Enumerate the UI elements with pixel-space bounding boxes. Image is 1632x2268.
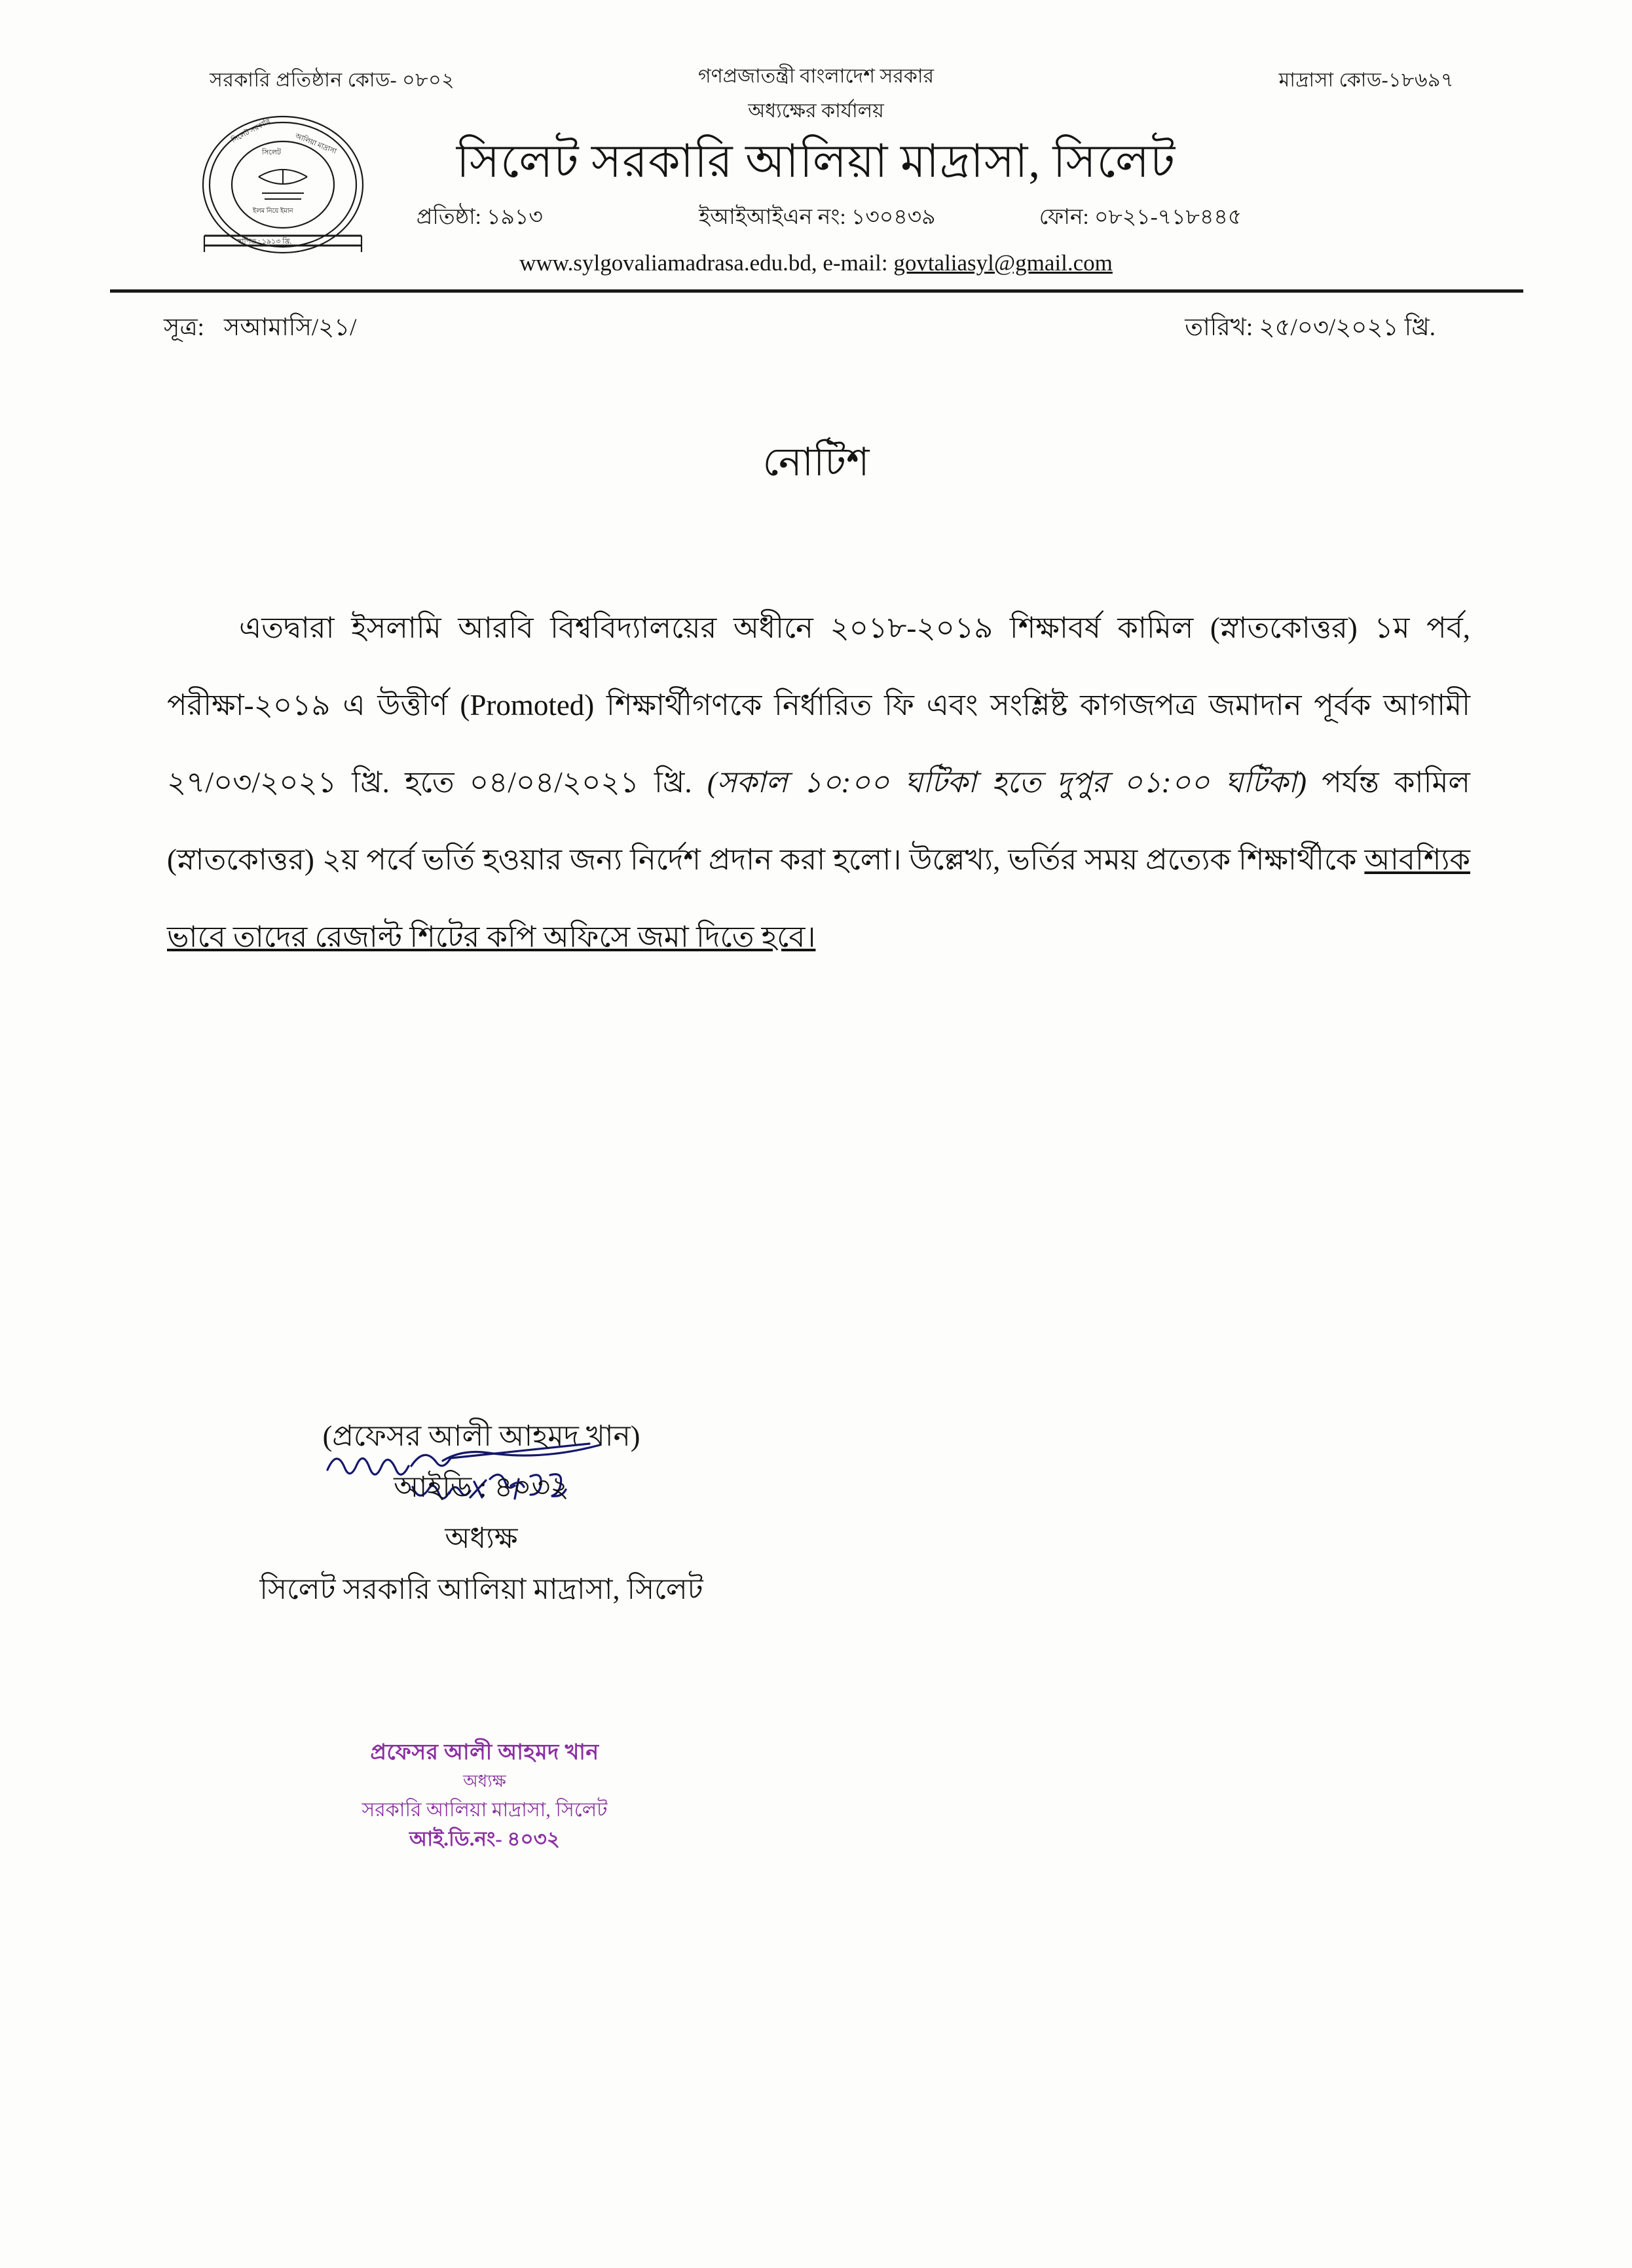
phone-number: ফোন: ০৮২১-৭১৮৪৪৫ xyxy=(1039,206,1242,229)
madrasa-code: মাদ্রাসা কোড-১৮৬৯৭ xyxy=(1278,69,1454,91)
signatory-designation: অধ্যক্ষ xyxy=(445,1522,518,1554)
signature-block xyxy=(167,1411,796,1615)
body-time-range: (সকাল ১০:০০ ঘটিকা হতে দুপুর ০১:০০ ঘটিকা) xyxy=(707,766,1307,799)
page-title: নোটিশ xyxy=(762,441,870,484)
svg-text:ইলম নিয়ে ইমান: ইলম নিয়ে ইমান xyxy=(253,208,293,215)
header-divider xyxy=(110,289,1523,293)
signatory-name: (প্রফেসর আলী আহমদ খান) xyxy=(322,1420,640,1452)
office-line: অধ্যক্ষের কার্যালয় xyxy=(748,100,884,122)
stamp-designation: অধ্যক্ষ xyxy=(463,1772,506,1791)
reference-row xyxy=(164,308,356,349)
body-part-1: এতদ্বারা ইসলামি আরবি বিশ্ববিদ্যালয়ের অধীনে ২০১৮-২০১৯ শিক্ষাবর্ষ কামিল (স্নাতকোত্তর) ১ম পর্ব, পরীক্ষা-২০১৯ এ উত্তীর্ণ (Promoted) শিক্ষার্থীগণকে নির্ধারিত ফি এবং সংশ্লিষ্ট কাগজপত্র জমাদান পূর্বক আগামী ২৭/০৩/২০২১ খ্রি. হতে ০৪/০৪/২০২১ খ্রি. xyxy=(167,612,1470,799)
institution-name: সিলেট সরকারি আলিয়া মাদ্রাসা, সিলেট xyxy=(456,137,1176,187)
letterhead xyxy=(0,0,1632,308)
reference-value: সআমাসি/২১/ xyxy=(223,314,357,341)
official-stamp xyxy=(314,1738,655,1854)
notice-body xyxy=(167,589,1470,976)
institution-seal-icon xyxy=(196,111,370,262)
stamp-id: আই.ডি.নং- ৪০৩২ xyxy=(409,1827,560,1850)
established-year: প্রতিষ্ঠা: ১৯১৩ xyxy=(416,206,543,229)
body-underlined-instruction: আবশ্যিক ভাবে তাদের রেজাল্ট শিটের কপি অফিসে জমা দিতে হবে। xyxy=(167,843,1470,953)
signatory-institution: সিলেট সরকারি আলিয়া মাদ্রাসা, সিলেট xyxy=(259,1573,703,1605)
reference-label: সূত্র: xyxy=(164,314,204,341)
email-address[interactable]: govtaliasyl@gmail.com xyxy=(893,250,1113,276)
svg-text:স্থাপিত : ১৯১৩ খ্রি.: স্থাপিত : ১৯১৩ খ্রি. xyxy=(237,238,292,246)
stamp-institution: সরকারি আলিয়া মাদ্রাসা, সিলেট xyxy=(362,1799,608,1821)
document-date: তারিখ: ২৫/০৩/২০২১ খ্রি. xyxy=(1185,314,1436,341)
svg-text:সিলেট: সিলেট xyxy=(262,149,282,156)
government-line: গণপ্রজাতন্ত্রী বাংলাদেশ সরকার xyxy=(697,65,935,87)
body-part-3: পর্যন্ত কামিল (স্নাতকোত্তর) ২য় পর্বে ভর্তি হওয়ার জন্য নির্দেশ প্রদান করা হলো। উল্লেখ্য, ভর্তির সময় প্রত্যেক শিক্ষার্থীকে xyxy=(167,766,1470,876)
svg-text:সিলেট সরকারি: সিলেট সরকারি xyxy=(230,117,272,145)
svg-text:আলিয়া মাদ্রাসা: আলিয়া মাদ্রাসা xyxy=(293,132,338,156)
institution-code: সরকারি প্রতিষ্ঠান কোড- ০৮০২ xyxy=(210,69,455,91)
website-url: www.sylgovaliamadrasa.edu.bd, e-mail: xyxy=(519,250,894,276)
signatory-id: আইডি : ৪০৩২ xyxy=(394,1471,569,1503)
stamp-name: প্রফেসর আলী আহমদ খান xyxy=(370,1741,599,1765)
eiin-number: ইআইআইএন নং: ১৩০৪৩৯ xyxy=(699,206,936,229)
